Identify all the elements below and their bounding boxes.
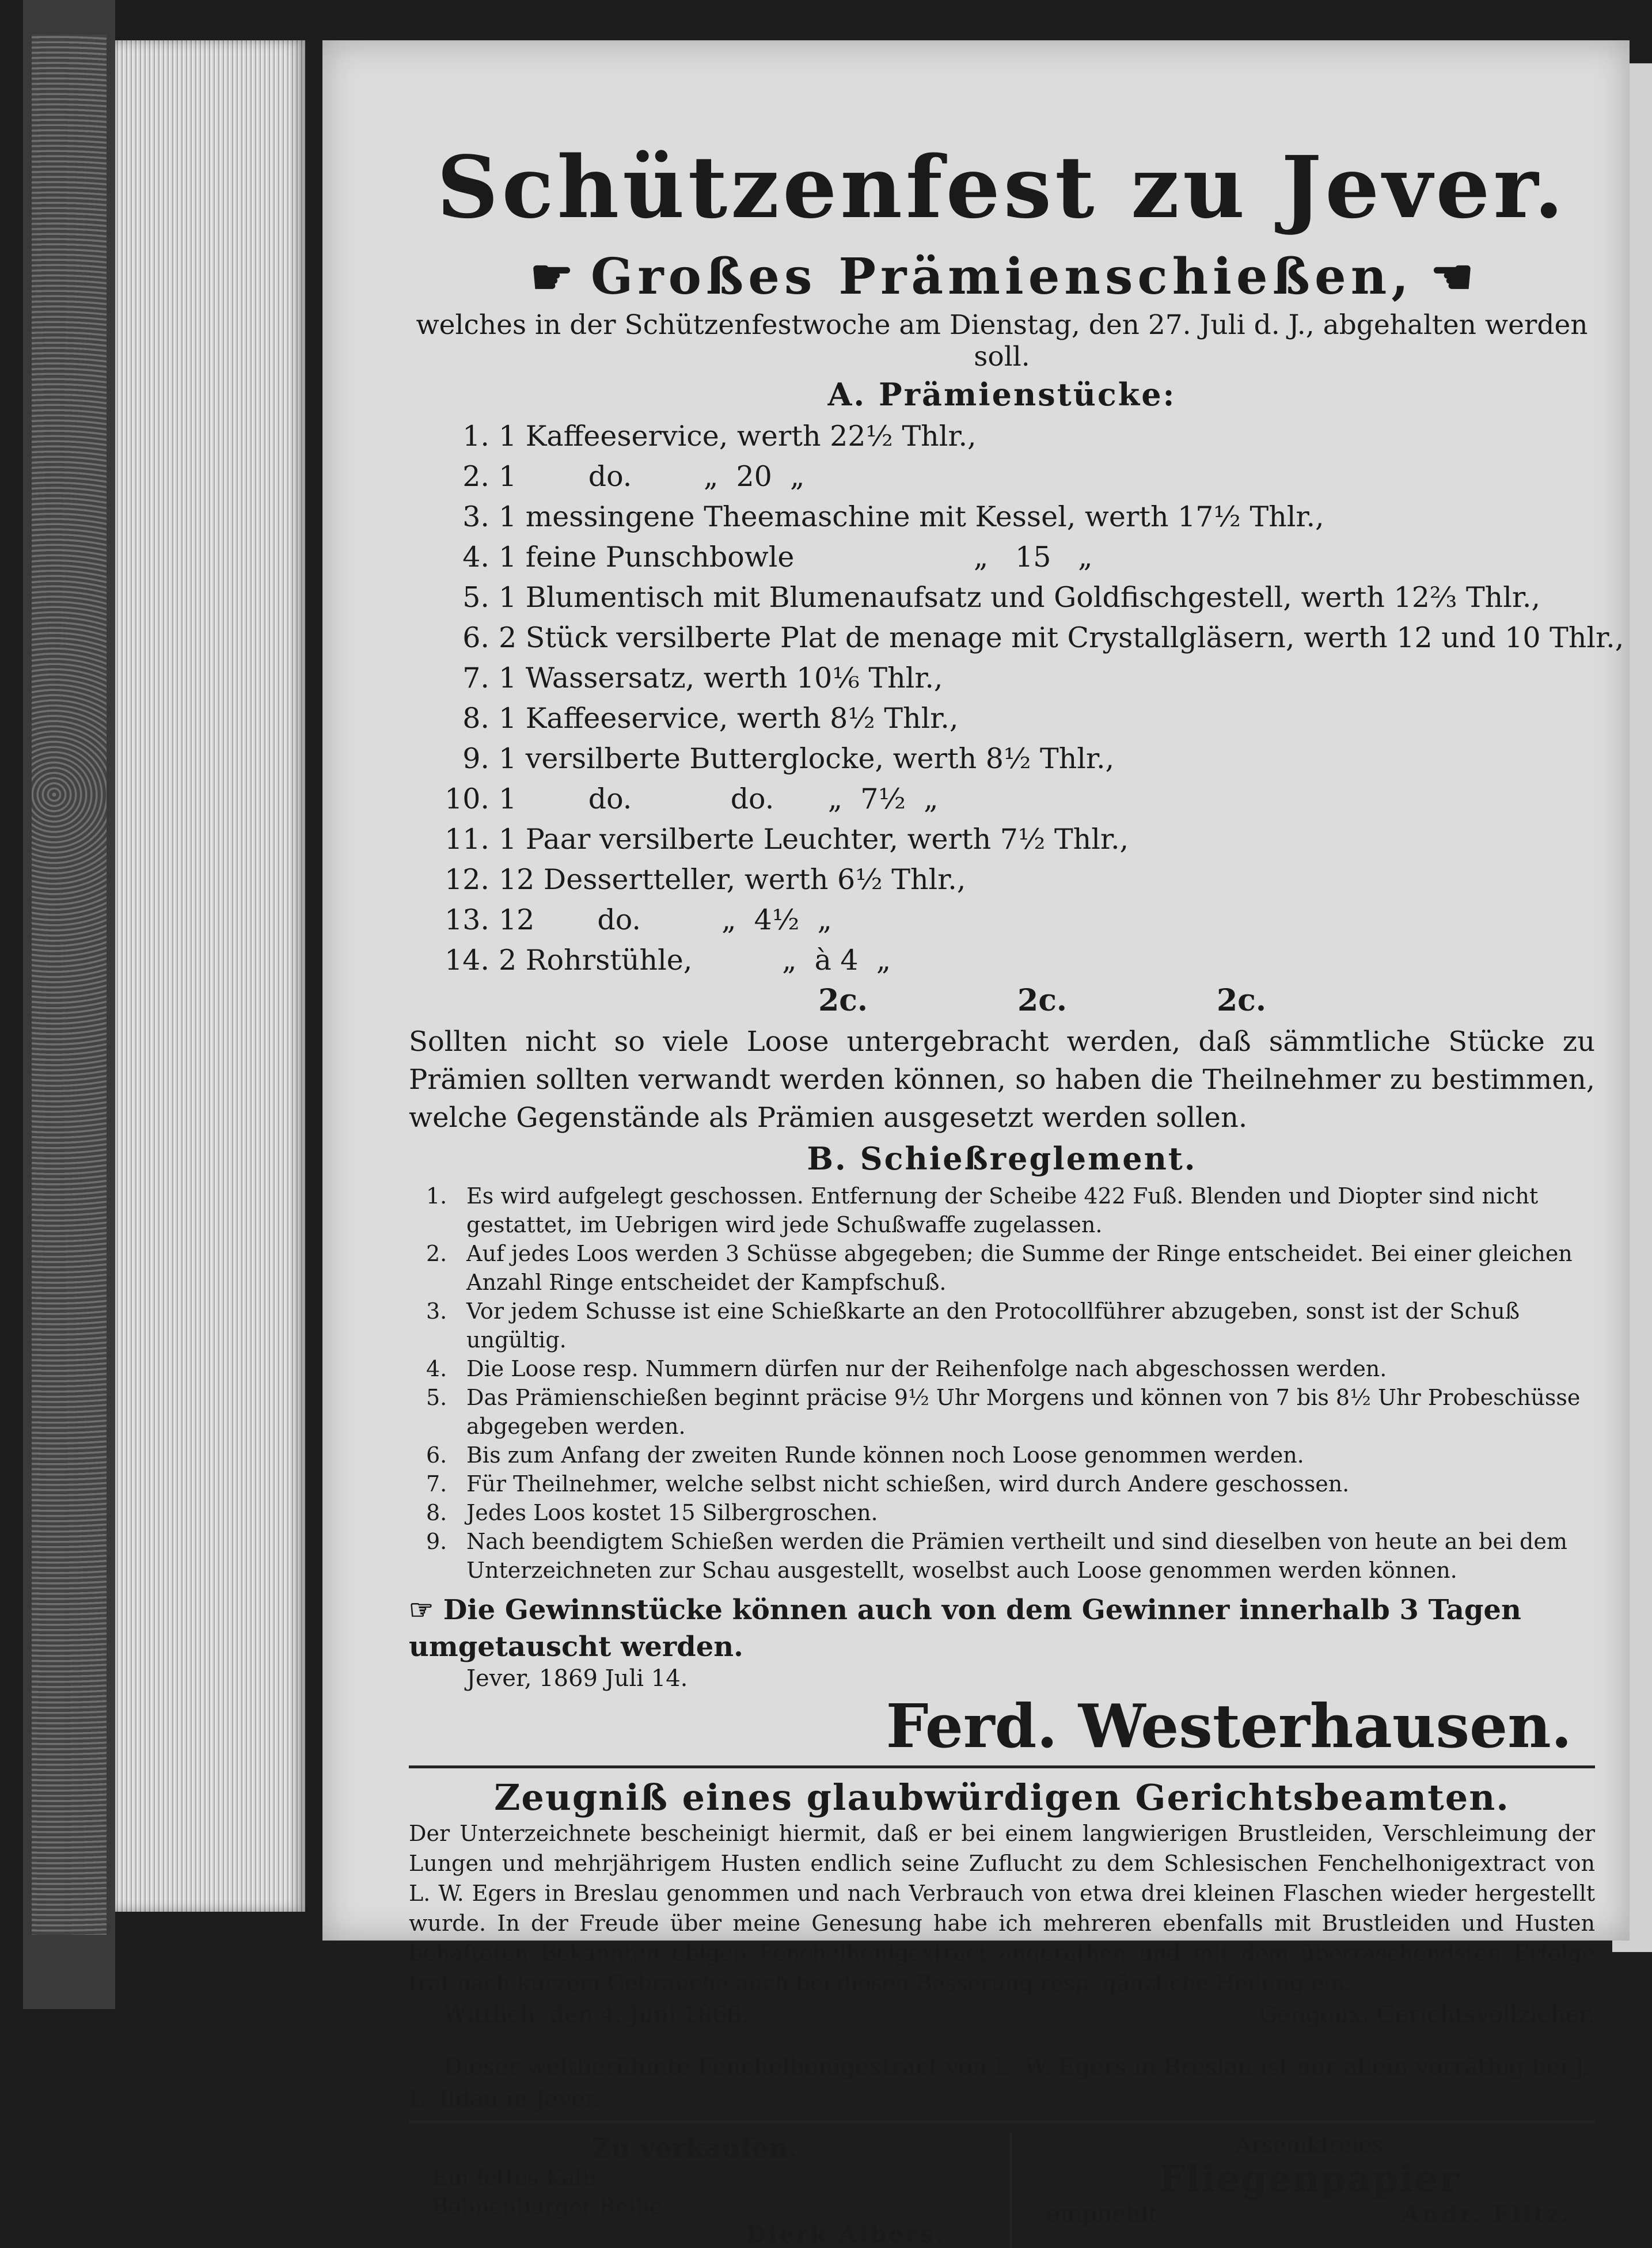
intro-line: welches in der Schützenfestwoche am Dienstag, den 27. Juli d. J., abgehalten werden soll. <box>416 309 1588 373</box>
rule-item: 8. Jedes Loos kostet 15 Silbergroschen. <box>426 1500 878 1525</box>
subtitle: Großes Prämienschießen, <box>590 248 1414 306</box>
etc-row <box>489 983 1595 1018</box>
prize-item: 10. 1 do. do. „ 7½ „ <box>445 783 939 815</box>
prize-item: 1. 1 Kaffeeservice, werth 22½ Thlr., <box>462 420 977 453</box>
prize-item: 11. 1 Paar versilberte Leuchter, werth 7½ Thlr., <box>445 823 1129 856</box>
shooting-rules <box>409 1182 1595 1585</box>
divider-line <box>409 1765 1595 1768</box>
prize-item: 12. 12 Dessertteller, werth 6½ Thlr., <box>445 863 966 896</box>
rule-item: 6. Bis zum Anfang der zweiten Runde können noch Loose genommen werden. <box>426 1442 1304 1468</box>
ad-verb: empfiehlt <box>1046 2201 1157 2227</box>
prize-item: 6. 2 Stück versilberte Plat de menage mit Crystallgläsern, werth 12 und 10 Thlr., <box>462 621 1624 654</box>
ad-signer: Andr. Flitz. <box>1402 2201 1572 2228</box>
dateline: Jever, 1869 Juli 14. <box>466 1665 688 1692</box>
prize-item: 8. 1 Kaffeeservice, werth 8½ Thlr., <box>462 702 959 735</box>
subtitle-row <box>409 248 1595 306</box>
pointing-hand-right-icon: ☛ <box>530 248 574 305</box>
column-divider <box>1009 2132 1012 2248</box>
ad-kicker: Arsenikfreies <box>1235 2132 1383 2158</box>
prize-item: 4. 1 feine Punschbowle „ 15 „ <box>462 541 1093 574</box>
page-stack-edge <box>115 40 305 1912</box>
prize-item: 3. 1 messingene Theemaschine mit Kessel, werth 17½ Thlr., <box>462 500 1324 533</box>
allocation-paragraph: Sollten nicht so viele Loose untergebracht werden, daß sämmtliche Stücke zu Prämien sollten verwandt werden können, so haben die Theilnehmer zu bestimmen, welche Gegenstände als Prämien ausgesetzt werden sollen. <box>409 1026 1595 1134</box>
section-b-heading: B. Schießreglement. <box>807 1140 1197 1177</box>
rule-item: 2. Auf jedes Loos werden 3 Schüsse abgegeben; die Summe der Ringe entscheidet. Bei einer gleichen Anzahl Ringe entscheidet der Kampfschuß. <box>426 1241 1573 1295</box>
certificate-signer: Gengoux, Gerichtsvollzieher. <box>1259 2002 1595 2028</box>
ad-flypaper <box>1024 2132 1596 2248</box>
pointing-hand-left-icon: ☚ <box>1430 248 1474 305</box>
ad-line: Ein fettes Kalb. <box>432 2165 603 2190</box>
certificate-body: Der Unterzeichnete bescheinigt hiermit, daß er bei einem langwierigen Brustleiden, Verschleimung der Lungen und mehrjährigem Husten endlich seine Zuflucht zu dem Schlesischen Fenchelhonigextract von L. W. Egers in Breslau genommen und nach Verbrauch von etwa drei kleinen Flaschen wieder hergestellt wurde. In der Freude über meine Genesung habe ich mehreren ebenfalls mit Brustleiden und Husten behafteten Bekannten obigen Fenchelhonigextract angerathen und mit dem überraschendsten Erfolge trat nach kurzem Gebrauche auch bei diesen Besserung resp. gänzliche Heilung ein. <box>409 1821 1595 1996</box>
ad-signer: Dierk Albers. <box>746 2221 946 2248</box>
rule-item: 3. Vor jedem Schusse ist eine Schießkarte an den Protocollführer abzugeben, sonst ist der Schuß ungültig. <box>426 1298 1520 1353</box>
section-a-heading: A. Prämienstücke: <box>827 376 1176 413</box>
rule-item: 1. Es wird aufgelegt geschossen. Entfernung der Scheibe 422 Fuß. Blenden und Diopter sind nicht gestattet, im Uebrigen wird jede Schußwaffe zugelassen. <box>426 1183 1539 1237</box>
certificate-title: Zeugniß eines glaubwürdigen Gerichtsbeamten. <box>494 1776 1510 1818</box>
rule-item: 4. Die Loose resp. Nummern dürfen nur der Reihenfolge nach abgeschossen werden. <box>426 1356 1387 1381</box>
ad-footer <box>1024 2201 1596 2228</box>
certificate-place-date: Wittlich, den 4. Juni 1868. <box>443 2002 749 2028</box>
ad-line: Bohnenburger Reihe. <box>432 2194 670 2219</box>
ad-heading: Zu verkaufen. <box>591 2132 797 2163</box>
ad-product: Fliegenpapier <box>1159 2158 1460 2201</box>
rule-item: 9. Nach beendigtem Schießen werden die Prämien vertheilt und sind dieselben von heute an bei dem Unterzeichneten zur Schau ausgestellt, woselbst auch Loose genommen werden können. <box>426 1529 1567 1583</box>
divider-line <box>409 2120 1595 2123</box>
page-title: Schützenfest zu Jever. <box>436 137 1567 237</box>
small-ads <box>409 2132 1595 2248</box>
etc-mark: 2c. <box>1216 983 1266 1018</box>
page-content <box>409 132 1624 2248</box>
etc-mark: 2c. <box>818 983 868 1018</box>
prize-item: 13. 12 do. „ 4½ „ <box>445 903 832 936</box>
signature: Ferd. Westerhausen. <box>886 1691 1572 1761</box>
stock-notice: Dieser weltberühmte Fenchelhonigextract von L. W. Egers in Breslau ist nur allein vorräthig bei J. L. Ildau in Jever. <box>409 2054 1590 2113</box>
rule-item: 7. Für Theilnehmer, welche selbst nicht schießen, wird durch Andere geschossen. <box>426 1471 1350 1497</box>
newspaper-page <box>322 40 1630 2248</box>
prize-item: 5. 1 Blumentisch mit Blumenaufsatz und Goldfischgestell, werth 12⅔ Thlr., <box>462 581 1541 614</box>
rule-item: 5. Das Prämienschießen beginnt präcise 9½ Uhr Morgens und können von 7 bis 8½ Uhr Probeschüsse abgegeben werden. <box>426 1385 1581 1439</box>
prize-item: 7. 1 Wassersatz, werth 10⅙ Thlr., <box>462 662 943 694</box>
marbled-endpaper <box>32 35 107 1935</box>
prize-item: 2. 1 do. „ 20 „ <box>462 460 805 493</box>
prize-item: 14. 2 Rohrstühle, „ à 4 „ <box>445 944 891 977</box>
prize-list <box>409 416 1624 981</box>
prize-item: 9. 1 versilberte Butterglocke, werth 8½ Thlr., <box>462 742 1115 775</box>
etc-mark: 2c. <box>1017 983 1067 1018</box>
exchange-notice: ☞ Die Gewinnstücke können auch von dem Gewinner innerhalb 3 Tagen umgetauscht werden. <box>409 1594 1521 1663</box>
ad-for-sale <box>409 2132 998 2248</box>
certificate-footer <box>409 2002 1595 2028</box>
